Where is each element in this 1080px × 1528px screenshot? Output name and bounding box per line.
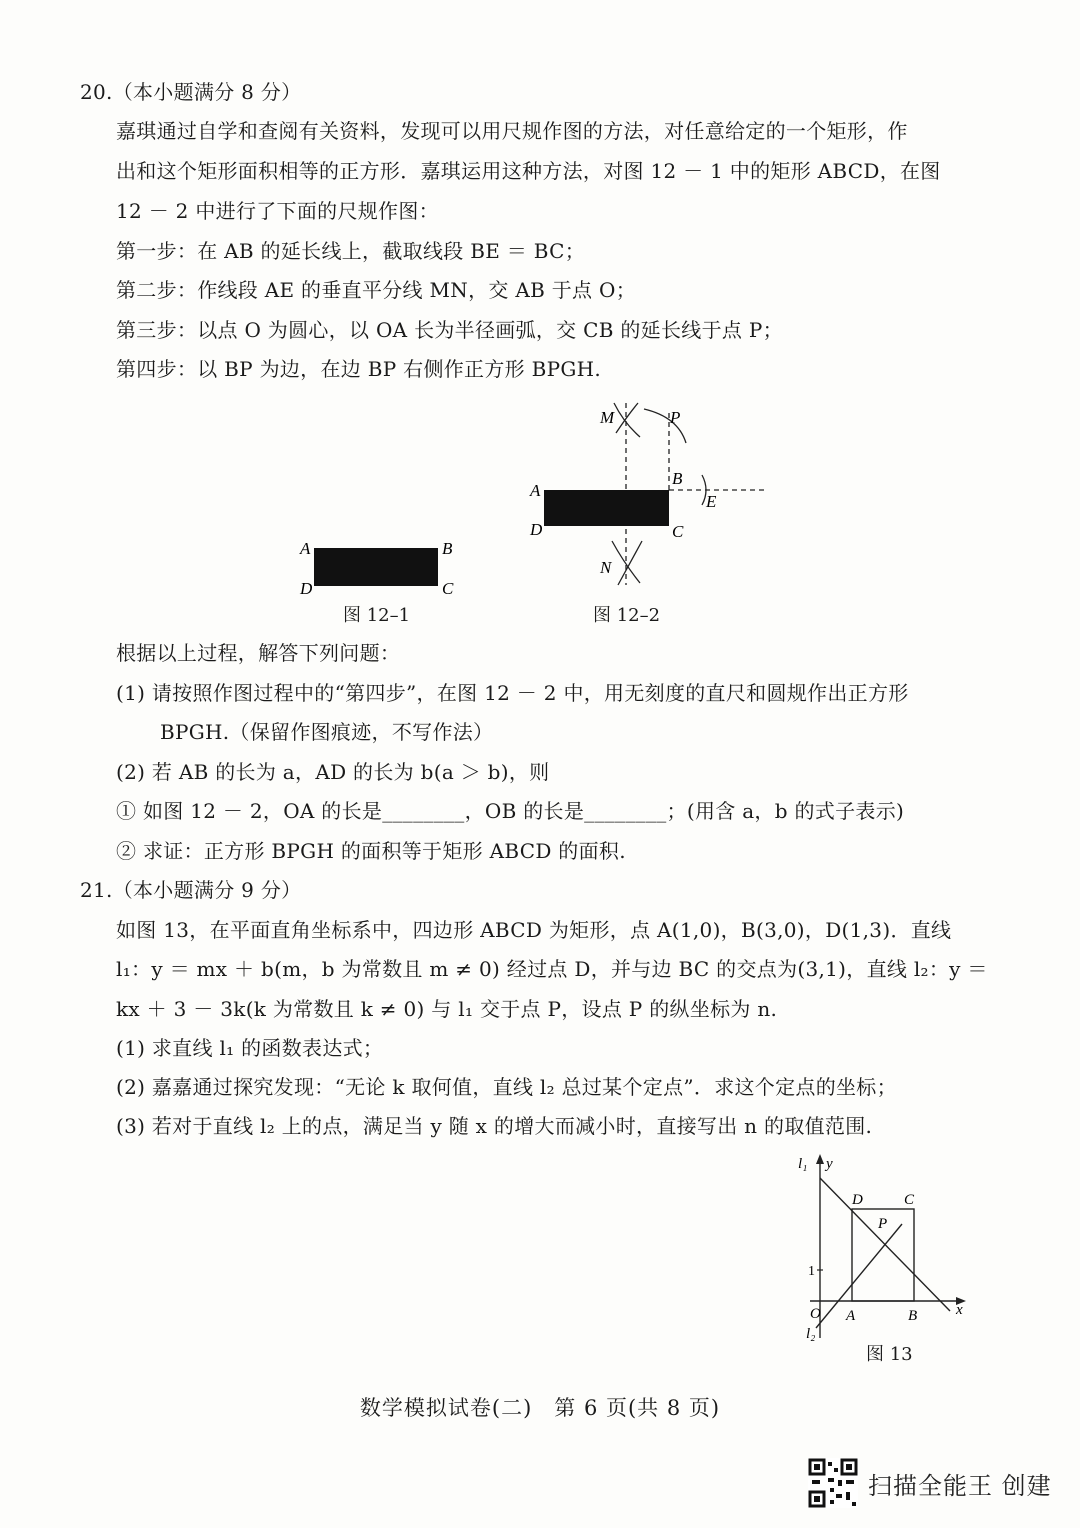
label-c: C [672, 522, 684, 541]
label-p: P [878, 1216, 888, 1232]
page-footer: 数学模拟试卷(二) 第 6 页(共 8 页) [359, 1396, 721, 1420]
label-a: A [846, 1308, 856, 1324]
q21-line-3: kx ＋ 3 － 3k(k 为常数且 k ≠ 0) 与 l₁ 交于点 P，设点 P 的纵坐标为 n. [116, 997, 778, 1021]
q20-step-3: 第三步：以点 O 为圆心，以 OA 长为半径画弧，交 CB 的延长线于点 P； [116, 318, 783, 342]
q20-step-1: 第一步：在 AB 的延长线上，截取线段 BE ＝ BC； [116, 239, 585, 263]
label-d: D [852, 1192, 863, 1208]
q20-line-2: 出和这个矩形面积相等的正方形．嘉琪运用这种方法，对图 12 － 1 中的矩形 ABCD，在图 [116, 159, 941, 183]
label-p: P [670, 408, 681, 427]
label-tick-1: 1 [808, 1264, 815, 1279]
label-c: C [442, 579, 454, 598]
label-a: A [530, 481, 541, 500]
q20-after-intro: 根据以上过程，解答下列问题： [116, 641, 401, 665]
arc-m-1 [614, 403, 640, 437]
label-origin: O [810, 1306, 821, 1322]
q21-part-1: (1) 求直线 l₁ 的函数表达式； [116, 1036, 384, 1060]
figure-13-coordinate-plane [790, 1148, 980, 1348]
label-x: x [956, 1302, 963, 1318]
label-e: E [706, 492, 717, 511]
q20-line-3: 12 － 2 中进行了下面的尺规作图： [116, 199, 439, 223]
rectangle-abcd [314, 548, 438, 586]
q20-part-1: (1) 请按照作图过程中的“第四步”，在图 12 － 2 中，用无刻度的直尺和圆规作出正方形 [116, 681, 909, 705]
q20-step-2: 第二步：作线段 AE 的垂直平分线 MN，交 AB 于点 O； [116, 278, 637, 302]
label-n: N [600, 558, 612, 577]
figure-12-2-caption: 图 12–2 [593, 605, 661, 626]
label-m: M [600, 408, 615, 427]
label-d: D [530, 520, 543, 539]
label-b: B [672, 469, 683, 488]
label-y: y [826, 1156, 833, 1172]
q21-header: 21.（本小题满分 9 分） [80, 878, 302, 902]
figure-12-1 [290, 530, 470, 605]
label-d: D [300, 579, 313, 598]
q20-part-2-1: ① 如图 12 － 2，OA 的长是________，OB 的长是________；(用含 a，b 的式子表示) [116, 799, 905, 823]
label-c: C [904, 1192, 915, 1208]
q20-part-2-2: ② 求证：正方形 BPGH 的面积等于矩形 ABCD 的面积. [116, 839, 626, 863]
q20-part-2: (2) 若 AB 的长为 a，AD 的长为 b(a ＞ b)，则 [116, 760, 550, 784]
q21-line-2: l₁：y ＝ mx ＋ b(m，b 为常数且 m ≠ 0) 经过点 D，并与边 BC 的交点为(3,1)，直线 l₂：y ＝ [116, 957, 988, 981]
label-b: B [908, 1308, 918, 1324]
arc-m-2 [616, 403, 638, 433]
label-l2: l₂ [806, 1326, 816, 1342]
figure-13-caption: 图 13 [866, 1344, 913, 1365]
scanner-watermark [808, 1458, 1052, 1508]
arc-n-2 [618, 541, 642, 585]
q21-part-3: (3) 若对于直线 l₂ 上的点，满足当 y 随 x 的增大而减小时，直接写出 n 的取值范围. [116, 1114, 873, 1138]
q21-part-2: (2) 嘉嘉通过探究发现：“无论 k 取何值，直线 l₂ 总过某个定点”．求这个定点的坐标； [116, 1075, 897, 1099]
q20-step-4: 第四步：以 BP 为边，在边 BP 右侧作正方形 BPGH. [116, 357, 602, 381]
figure-12-1-caption: 图 12–1 [343, 605, 411, 626]
rectangle-abcd [544, 490, 669, 526]
figure-12-2 [520, 395, 780, 595]
label-a: A [300, 539, 311, 558]
q20-part-1-cont: BPGH.（保留作图痕迹，不写作法） [160, 720, 494, 744]
q20-line-1: 嘉琪通过自学和查阅有关资料，发现可以用尺规作图的方法，对任意给定的一个矩形，作 [116, 119, 908, 143]
q21-line-1: 如图 13，在平面直角坐标系中，四边形 ABCD 为矩形，点 A(1,0)，B(3,0)，D(1,3)．直线 [116, 918, 952, 942]
line-l2 [816, 1224, 902, 1328]
y-axis-arrow-icon [816, 1154, 824, 1164]
q20-header: 20.（本小题满分 8 分） [80, 80, 302, 104]
scanner-watermark-text: 扫描全能王 创建 [868, 1471, 1052, 1500]
qr-code-icon [808, 1458, 858, 1508]
label-b: B [442, 539, 453, 558]
label-l1: l₁ [798, 1156, 808, 1172]
